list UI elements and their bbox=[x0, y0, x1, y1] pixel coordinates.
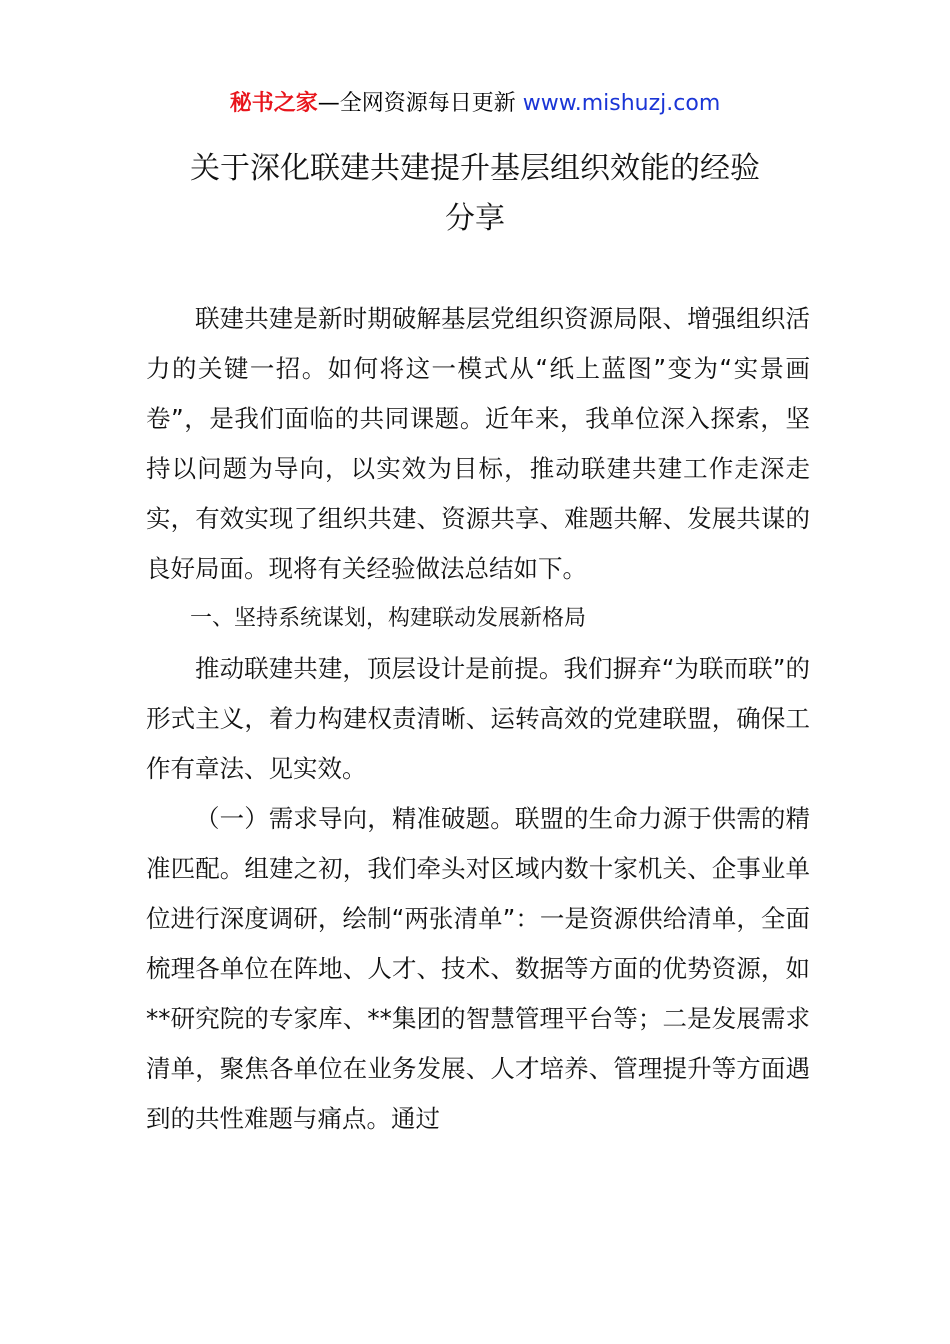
site-url-link[interactable]: www.mishuzj.com bbox=[522, 91, 721, 116]
document-body bbox=[146, 294, 810, 1144]
document-title-line-1: 关于深化联建共建提升基层组织效能的经验 bbox=[190, 151, 760, 186]
site-brand: 秘书之家 bbox=[229, 91, 318, 116]
site-tagline: —全网资源每日更新 bbox=[317, 91, 516, 116]
section-paragraph: 推动联建共建，顶层设计是前提。我们摒弃“为联而联”的形式主义，着力构建权责清晰、运转高效的党建联盟，确保工作有章法、见实效。 bbox=[146, 654, 810, 783]
site-header bbox=[0, 86, 950, 122]
section-heading: 一、坚持系统谋划，构建联动发展新格局 bbox=[190, 606, 587, 631]
intro-paragraph: 联建共建是新时期破解基层党组织资源局限、增强组织活力的关键一招。如何将这一模式从“纸上蓝图”变为“实景画卷”，是我们面临的共同课题。近年来，我单位深入探索，坚持以问题为导向，以实效为目标，推动联建共建工作走深走实，有效实现了组织共建、资源共享、难题共解、发展共谋的良好局面。现将有关经验做法总结如下。 bbox=[146, 304, 810, 583]
document-title bbox=[150, 144, 800, 244]
subsection-paragraph: （一）需求导向，精准破题。联盟的生命力源于供需的精准匹配。组建之初，我们牵头对区域内数十家机关、企事业单位进行深度调研，绘制“两张清单”：一是资源供给清单，全面梳理各单位在阵地、人才、技术、数据等方面的优势资源，如**研究院的专家库、**集团的智慧管理平台等；二是发展需求清单，聚焦各单位在业务发展、人才培养、管理提升等方面遇到的共性难题与痛点。通过 bbox=[146, 804, 810, 1133]
document-title-line-2: 分享 bbox=[445, 201, 505, 236]
